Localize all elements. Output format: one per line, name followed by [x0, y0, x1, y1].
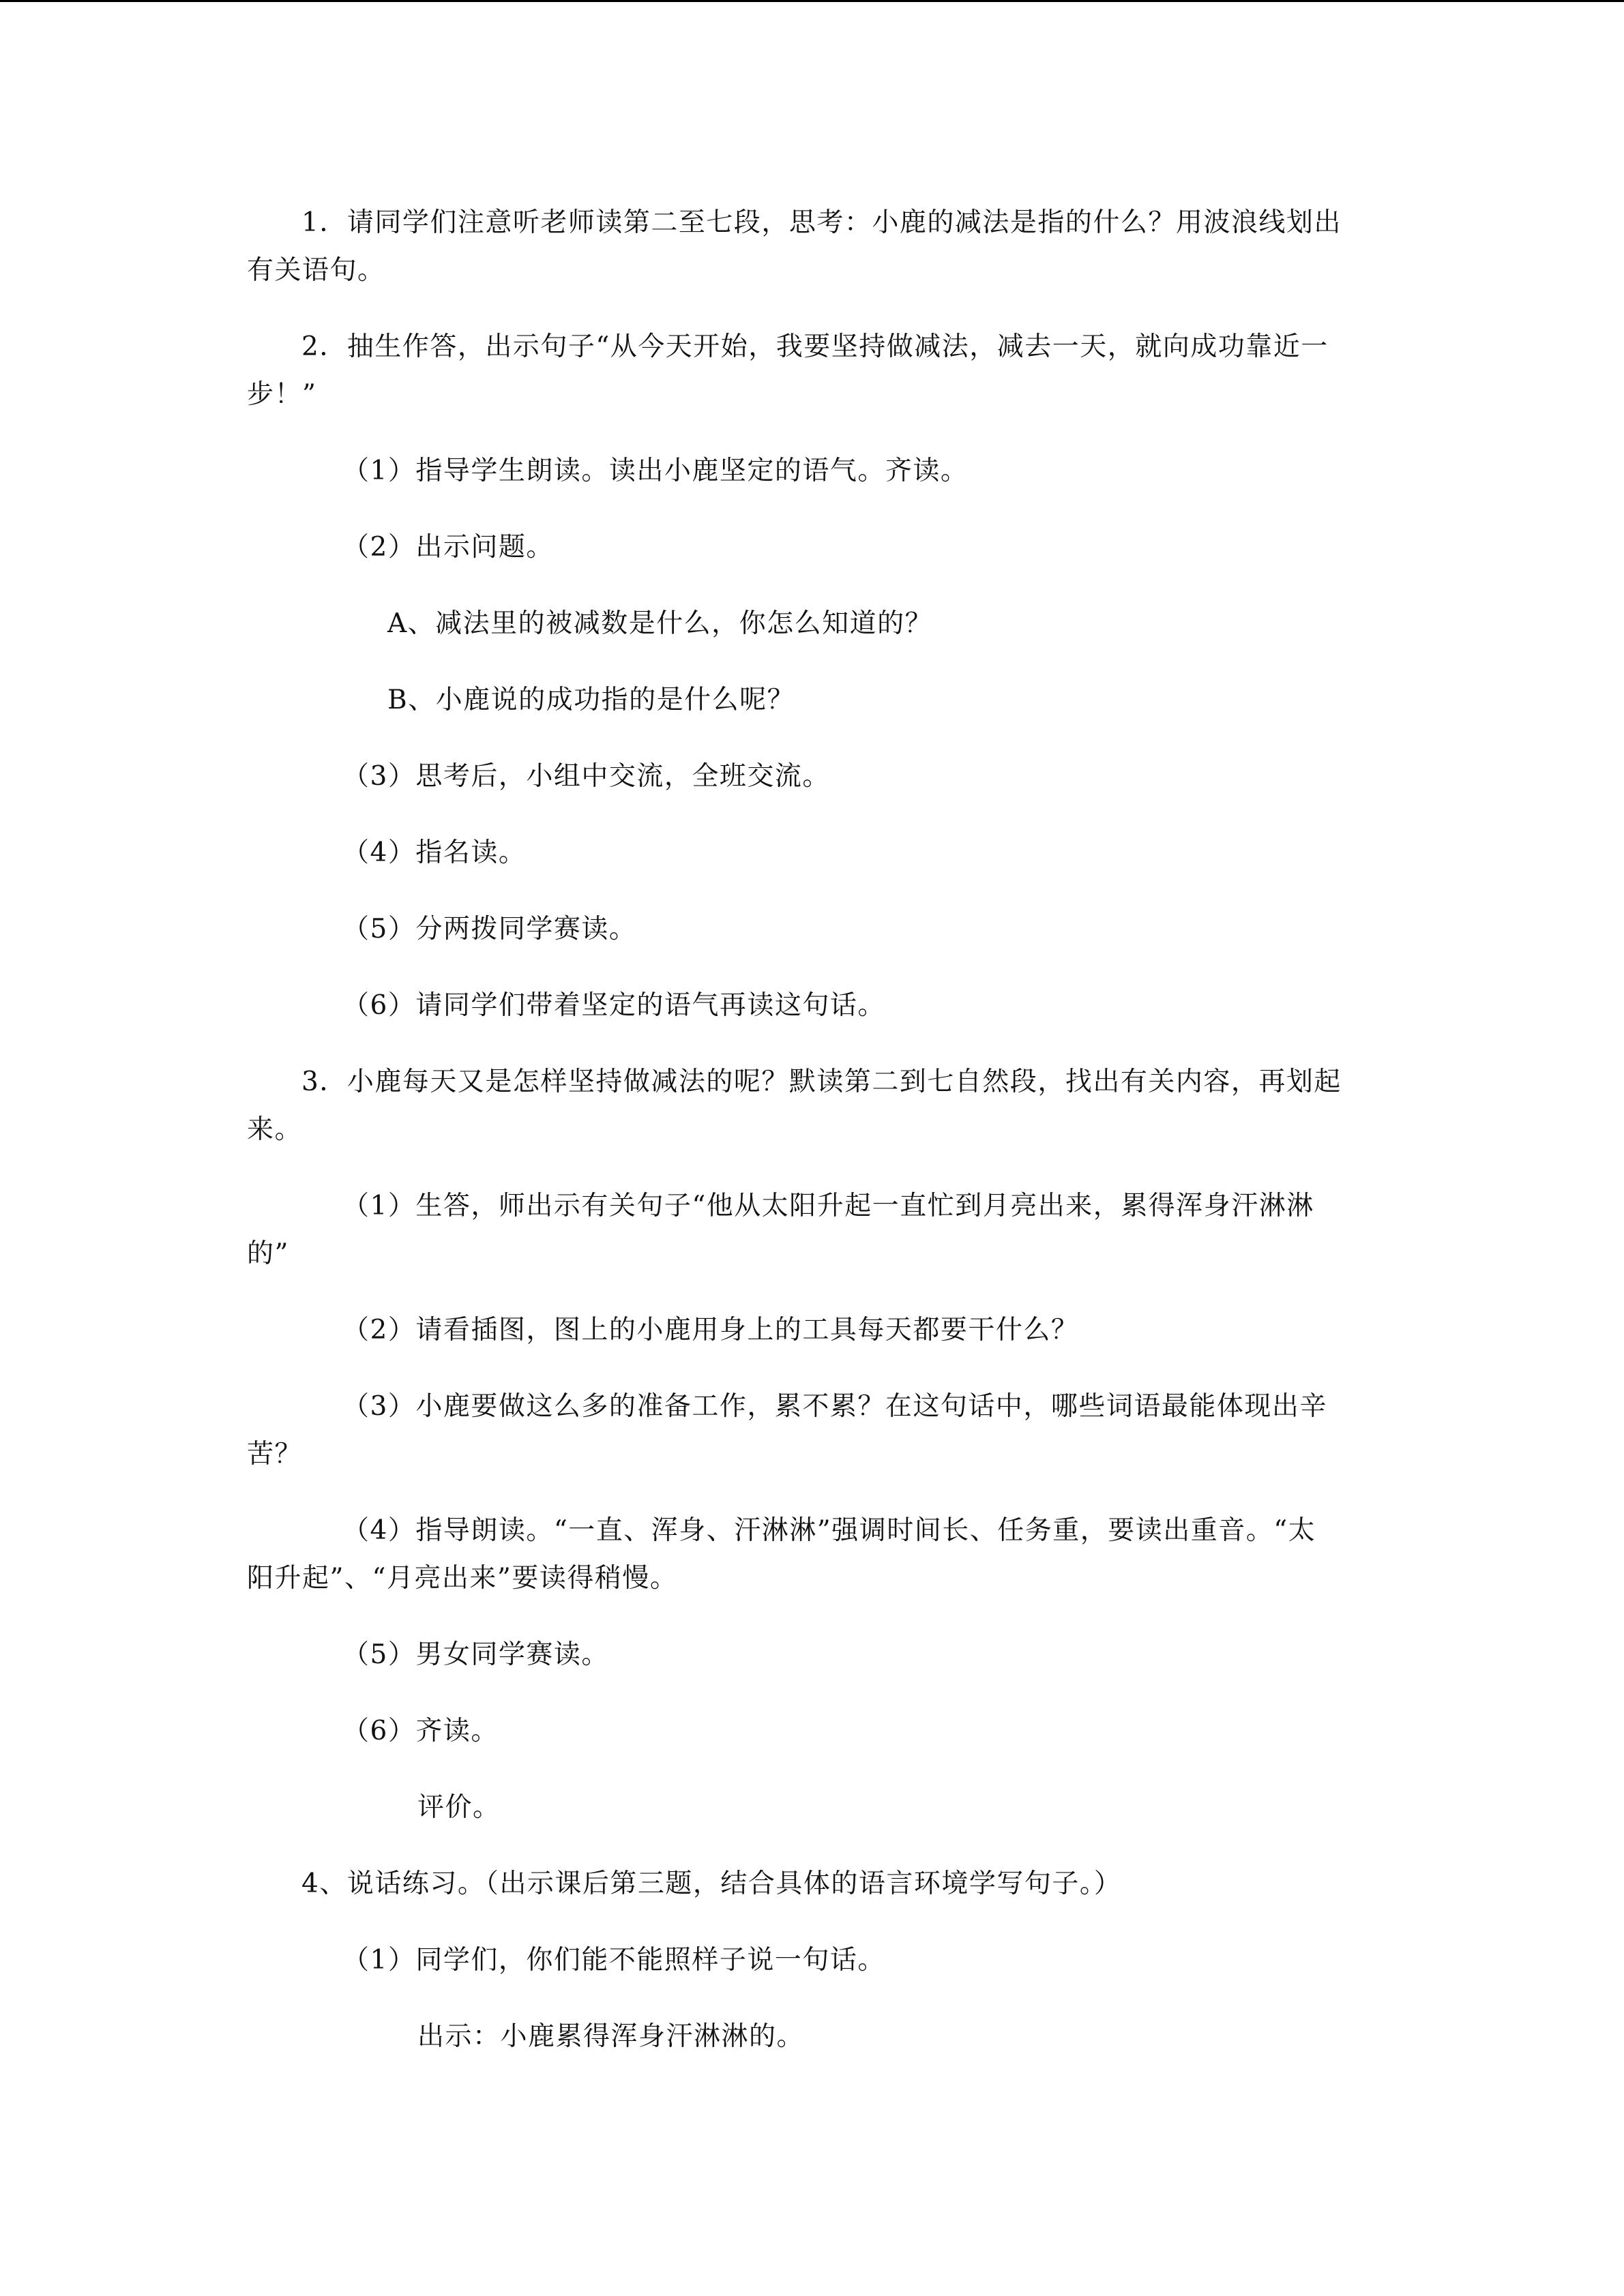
sub-item-3-3-line-1: （3）小鹿要做这么多的准备工作，累不累？在这句话中，哪些词语最能体现出辛 — [342, 1391, 1327, 1422]
paragraph-1-line-1: 1．请同学们注意听老师读第二至七段，思考：小鹿的减法是指的什么？用波浪线划出 — [301, 207, 1342, 238]
sub-item-2-2: （2）出示问题。 — [342, 532, 554, 563]
paragraph-4: 4、说话练习。（出示课后第三题，结合具体的语言环境学写句子。） — [301, 1868, 1122, 1899]
example-sentence: 出示：小鹿累得浑身汗淋淋的。 — [417, 2021, 805, 2052]
question-b: B、小鹿说的成功指的是什么呢？ — [387, 685, 795, 715]
sub-item-4-1: （1）同学们，你们能不能照样子说一句话。 — [342, 1945, 885, 1976]
sub-item-3-4-line-2: 阳升起”、“月亮出来”要读得稍慢。 — [247, 1563, 678, 1594]
paragraph-2-line-1: 2．抽生作答，出示句子“从今天开始，我要坚持做减法，减去一天，就向成功靠近一 — [301, 331, 1329, 362]
sub-item-3-5: （5）男女同学赛读。 — [342, 1639, 609, 1670]
question-a: A、减法里的被减数是什么，你怎么知道的？ — [387, 608, 933, 639]
paragraph-2-line-2: 步！” — [247, 379, 317, 410]
paragraph-3-line-1: 3．小鹿每天又是怎样坚持做减法的呢？默读第二到七自然段，找出有关内容，再划起 — [301, 1067, 1342, 1097]
sub-item-3-4-line-1: （4）指导朗读。“一直、浑身、汗淋淋”强调时间长、任务重，要读出重音。“太 — [342, 1515, 1316, 1546]
sub-item-3-1-line-2: 的” — [247, 1238, 289, 1269]
sub-item-2-3: （3）思考后，小组中交流，全班交流。 — [342, 761, 830, 792]
paragraph-1-line-2: 有关语句。 — [247, 255, 385, 286]
evaluation-note: 评价。 — [417, 1792, 501, 1823]
sub-item-2-4: （4）指名读。 — [342, 837, 527, 868]
sub-item-3-3-line-2: 苦？ — [247, 1439, 303, 1470]
sub-item-3-1-line-1: （1）生答，师出示有关句子“他从太阳升起一直忙到月亮出来，累得浑身汗淋淋 — [342, 1191, 1314, 1221]
sub-item-2-5: （5）分两拨同学赛读。 — [342, 914, 637, 944]
sub-item-3-2: （2）请看插图，图上的小鹿用身上的工具每天都要干什么？ — [342, 1315, 1079, 1345]
sub-item-2-6: （6）请同学们带着坚定的语气再读这句话。 — [342, 990, 885, 1021]
sub-item-2-1: （1）指导学生朗读。读出小鹿坚定的语气。齐读。 — [342, 456, 969, 486]
paragraph-3-line-2: 来。 — [247, 1114, 303, 1145]
sub-item-3-6: （6）齐读。 — [342, 1716, 499, 1746]
